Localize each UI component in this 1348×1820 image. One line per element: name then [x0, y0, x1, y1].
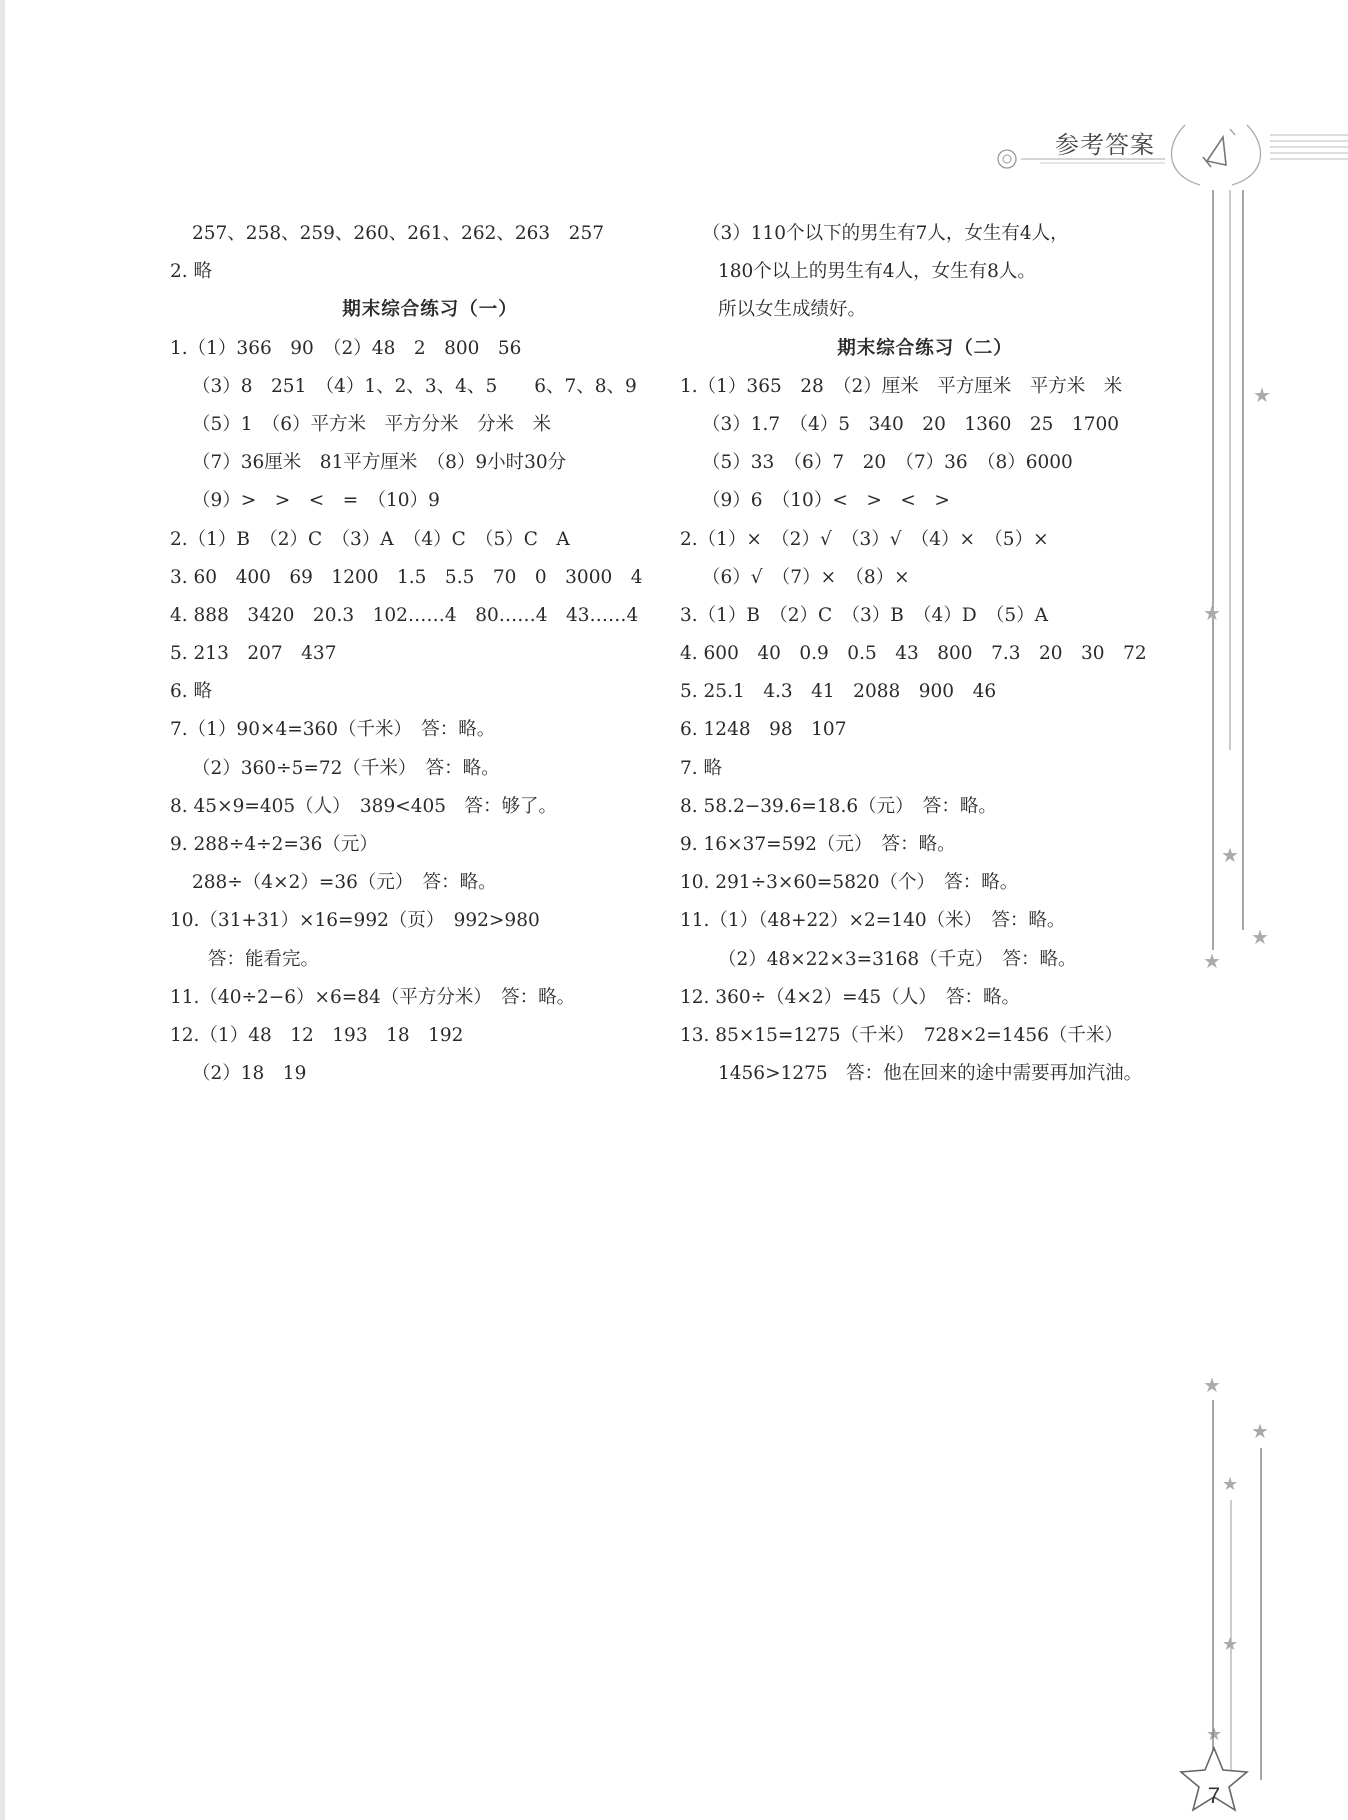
left-answer-column: [170, 215, 670, 1093]
answer-line: 9. 288÷4÷2=36（元）: [170, 834, 378, 855]
svg-text:★: ★: [1221, 843, 1239, 867]
side-star-decoration-icon: [1185, 190, 1271, 990]
answer-line: 13. 85×15=1275（千米） 728×2=1456（千米）: [680, 1024, 1123, 1046]
answer-line: 2.（1）× （2）√ （3）√ （4）× （5）×: [680, 528, 1049, 550]
answer-line: 10. 291÷3×60=5820（个） 答：略。: [680, 872, 1019, 894]
answer-line: 7. 略: [680, 757, 723, 779]
section-heading: 期末综合练习（一）: [342, 299, 518, 321]
svg-text:★: ★: [1251, 925, 1269, 949]
answer-line: 6. 略: [170, 681, 213, 703]
answer-line: 所以女生成绩好。: [718, 299, 867, 321]
answer-line: 11.（40÷2−6）×6=84（平方分米） 答：略。: [170, 986, 576, 1008]
header-title: 参考答案: [1055, 131, 1155, 159]
answer-line: 3.（1）B （2）C （3）B （4）D （5）A: [680, 604, 1049, 626]
answer-line: 11.（1）（48+22）×2=140（米） 答：略。: [680, 910, 1066, 932]
answer-line: （9）6 （10）< > < >: [702, 490, 950, 512]
answer-line: 3. 60 400 69 1200 1.5 5.5 70 0 3000 4: [170, 566, 643, 588]
answer-line: 答：能看完。: [208, 948, 320, 970]
header-decoration-icon: [985, 115, 1348, 195]
answer-line: 4. 888 3420 20.3 102……4 80……4 43……4: [170, 604, 639, 626]
side-star-decoration-bottom-icon: [1170, 1360, 1280, 1820]
answer-line: （5）1 （6）平方米 平方分米 分米 米: [192, 413, 552, 435]
answer-line: 257、258、259、260、261、262、263 257: [192, 223, 604, 244]
answer-line: （2）48×22×3=3168（千克） 答：略。: [718, 948, 1077, 970]
svg-text:★: ★: [1251, 1419, 1269, 1443]
answer-line: 12.（1）48 12 193 18 192: [170, 1024, 464, 1046]
answer-line: 1.（1）366 90 （2）48 2 800 56: [170, 337, 522, 359]
answer-line: 6. 1248 98 107: [680, 719, 847, 741]
answer-line: 4. 600 40 0.9 0.5 43 800 7.3 20 30 72: [680, 643, 1147, 665]
page-number: 7: [1207, 1783, 1221, 1808]
svg-text:★: ★: [1222, 1474, 1239, 1495]
svg-text:★: ★: [1203, 1373, 1221, 1397]
answer-line: 2. 略: [170, 261, 213, 283]
svg-text:★: ★: [1203, 601, 1221, 625]
answer-line: （9）> > < = （10）9: [192, 490, 440, 512]
page-edge: [0, 0, 5, 1820]
svg-text:★: ★: [1253, 383, 1271, 407]
answer-line: 180个以上的男生有4人，女生有8人。: [718, 261, 1036, 283]
answer-line: 288÷（4×2）=36（元） 答：略。: [192, 872, 497, 894]
answer-line: 2.（1）B （2）C （3）A （4）C （5）C A: [170, 528, 570, 550]
answer-line: （3）1.7 （4）5 340 20 1360 25 1700: [702, 413, 1120, 435]
answer-line: （5）33 （6）7 20 （7）36 （8）6000: [702, 452, 1073, 474]
svg-text:★: ★: [1206, 1724, 1223, 1745]
answer-line: （3）110个以下的男生有7人，女生有4人，: [702, 223, 1069, 244]
answer-line: （6）√ （7）× （8）×: [702, 566, 910, 588]
answer-line: 1456>1275 答：他在回来的途中需要再加汽油。: [718, 1063, 1143, 1085]
answer-line: 5. 213 207 437: [170, 643, 337, 665]
answer-line: （3）8 251 （4）1、2、3、4、5 6、7、8、9: [192, 375, 637, 397]
answer-line: 1.（1）365 28 （2）厘米 平方厘米 平方米 米: [680, 375, 1123, 397]
answer-line: 8. 45×9=405（人） 389<405 答：够了。: [170, 795, 558, 817]
answer-line: （7）36厘米 81平方厘米 （8）9小时30分: [192, 452, 567, 474]
svg-text:★: ★: [1203, 949, 1221, 973]
answer-line: 5. 25.1 4.3 41 2088 900 46: [680, 681, 997, 703]
answer-line: 8. 58.2−39.6=18.6（元） 答：略。: [680, 795, 997, 817]
answer-line: 10.（31+31）×16=992（页） 992>980: [170, 910, 540, 932]
right-answer-column: [680, 215, 1170, 1093]
answer-line: （2）18 19: [192, 1063, 307, 1085]
answer-line: 12. 360÷（4×2）=45（人） 答：略。: [680, 986, 1020, 1008]
section-heading: 期末综合练习（二）: [837, 337, 1013, 359]
svg-text:★: ★: [1222, 1634, 1239, 1655]
answer-line: 7.（1）90×4=360（千米） 答：略。: [170, 719, 496, 741]
answer-line: 9. 16×37=592（元） 答：略。: [680, 834, 956, 855]
answer-line: （2）360÷5=72（千米） 答：略。: [192, 757, 500, 779]
